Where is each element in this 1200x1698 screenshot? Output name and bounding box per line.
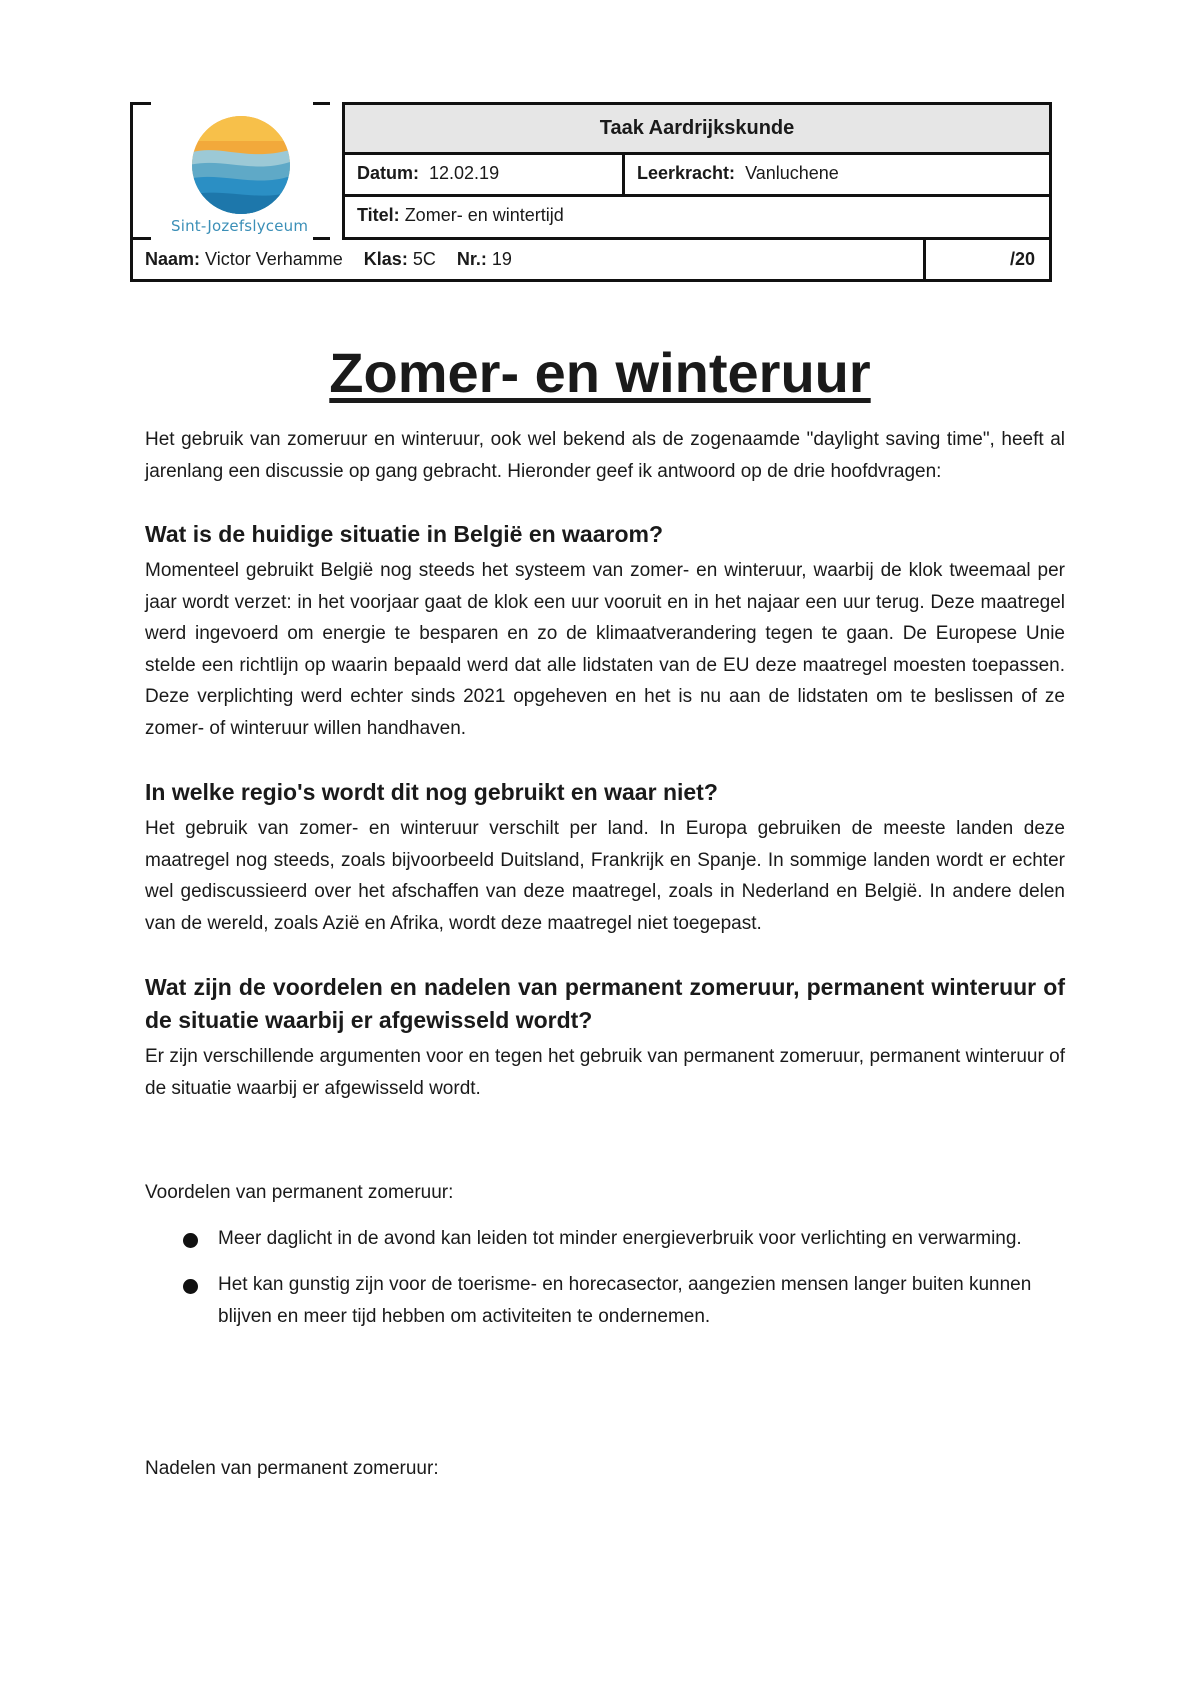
class-label: Klas: [363,249,408,269]
advantages-label: Voordelen van permanent zomeruur: [145,1182,454,1203]
class-value: 5C [412,249,436,269]
task-title: Taak Aardrijkskunde [345,105,1049,155]
section2-heading: In welke regio's wordt dit nog gebruikt en waar niet? [145,779,718,805]
list-item-text: Het kan gunstig zijn voor de toerisme- en horecasector, aangezien mensen langer buiten kunnen blijven en meer tijd hebben om activiteiten te ondernemen. [218,1273,1032,1327]
date-row [345,155,1049,197]
list-item [145,1223,1065,1255]
list-item [145,1269,1065,1333]
titel-value: Zomer- en wintertijd [404,205,564,225]
bullet-icon [183,1279,198,1294]
disadvantages-label: Nadelen van permanent zomeruur: [145,1457,439,1479]
name-value: Victor Verhamme [205,249,343,269]
bullet-icon [183,1233,198,1248]
section3-paragraph: Er zijn verschillende argumenten voor en tegen het gebruik van permanent zomeruur, permanent winteruur of de situatie waarbij er afgewisseld wordt. [145,1046,1065,1099]
teacher-value: Vanluchene [745,163,839,183]
titel-label: Titel: [357,205,400,225]
section2-paragraph: Het gebruik van zomer- en winteruur verschilt per land. In Europa gebruiken de meeste landen deze maatregel nog steeds, zoals bijvoorbeeld Duitsland, Frankrijk en Spanje. In sommige landen wordt er echter wel gediscussieerd over het afschaffen van deze maatregel, zoals in Nederland en België. In andere delen van de wereld, zoals Azië en Afrika, wordt deze maatregel niet toegepast. [145,818,1065,934]
section1-paragraph: Momenteel gebruikt België nog steeds het systeem van zomer- en winteruur, waarbij de klok tweemaal per jaar wordt verzet: in het voorjaar gaat de klok een uur vooruit en in het najaar een uur terug. Deze maatregel werd ingevoerd om energie te besparen en zo de klimaatverandering tegen te gaan. De Europese Unie stelde een richtlijn op waarin bepaald werd dat alle lidstaten van de EU deze maatregel moesten toepassen. Deze verplichting werd echter sinds 2021 opgeheven en het is nu aan de lidstaten om te beslissen of ze zomer- of winteruur willen handhaven. [145,560,1065,739]
name-label: Naam: [145,249,201,269]
info-table [342,102,1052,240]
date-cell [345,155,625,194]
score-cell: /20 [1009,249,1035,269]
school-name: Sint-Jozefslyceum [171,217,309,235]
list-item-text: Meer daglicht in de avond kan leiden tot minder energieverbruik voor verlichting en verwarming. [218,1227,1022,1249]
intro-paragraph: Het gebruik van zomeruur en winteruur, ook wel bekend als de zogenaamde "daylight saving time", heeft al jarenlang een discussie op gang gebracht. Hieronder geef ik antwoord op de drie hoofdvragen: [145,429,1065,482]
section3-heading: Wat zijn de voordelen en nadelen van permanent zomeruur, permanent winteruur of de situatie waarbij er afgewisseld wordt? [145,974,1065,1033]
school-logo-icon [189,115,293,215]
document-body [145,424,1065,1484]
document-title: Zomer- en winteruur [329,341,871,404]
teacher-cell [625,155,1049,194]
date-label: Datum: [357,163,419,183]
advantages-list [145,1223,1065,1333]
nr-value: 19 [491,249,512,269]
document-header [130,102,1052,280]
date-value: 12.02.19 [429,163,500,183]
titel-row [345,197,1049,237]
logo-box [130,102,330,240]
nr-label: Nr.: [456,249,487,269]
teacher-label: Leerkracht: [637,163,736,183]
section1-heading: Wat is de huidige situatie in België en waarom? [145,521,664,547]
student-row [130,240,1052,282]
student-cell [133,240,926,279]
